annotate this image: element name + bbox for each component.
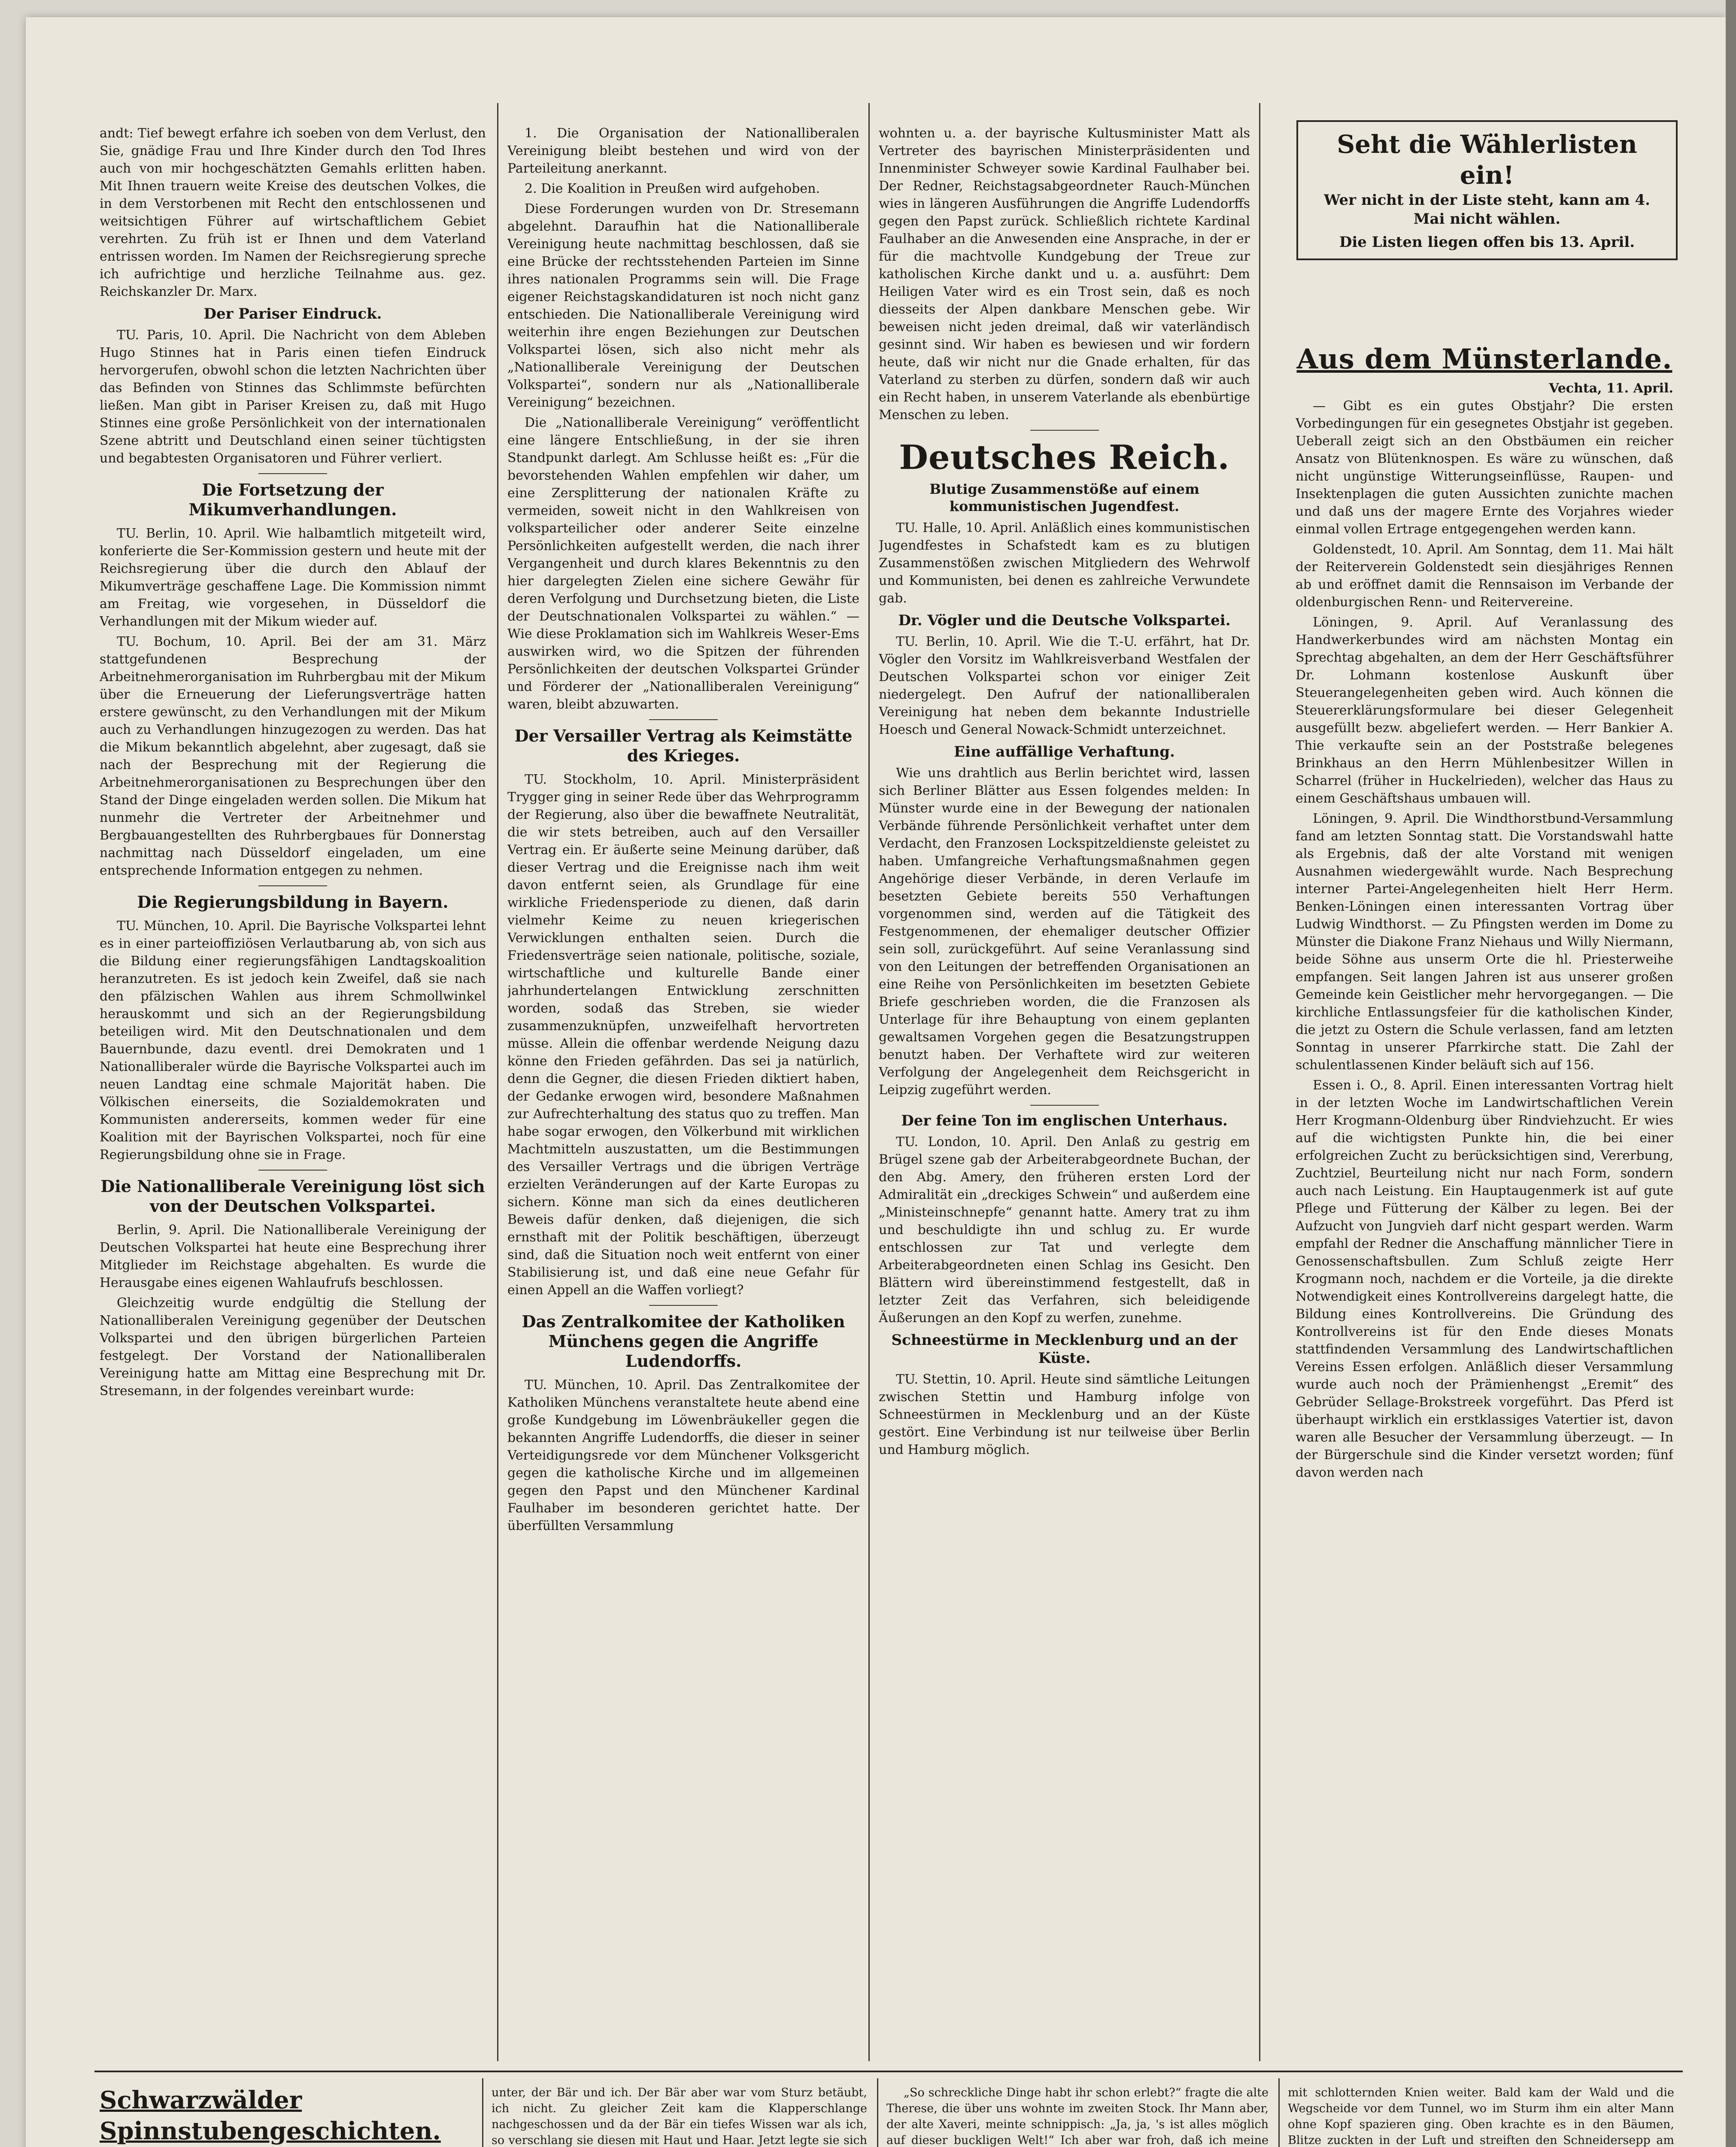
article-obstjahr: — Gibt es ein gutes Obstjahr? Die ersten Vorbedingungen für ein gesegnetes Obstjahr ist gegeben. Ueberall zeigt sich an den Obstbäumen ein reicher Ansatz von Blütenknospen. Es wäre zu wünschen, daß nicht ungünstige Witterungseinflüsse, Raupen- und Insektenplagen die guten Aussichten zunichte machen und daß uns der magere Ernte des Vorjahres wieder einmal vollen Ertrage entgegengehen werden kann. xyxy=(1296,398,1673,537)
condolence-text: andt: Tief bewegt erfahre ich soeben von dem Verlust, den Sie, gnädige Frau und Ihre Kinder durch den Tod Ihres auch von mir hochgeschätzten Gemahls erlitten haben. Mit Ihnen trauern weite Kreise des deutschen Volkes, die in dem Verstorbenen mit Recht den entschlossenen und weitsichtigen Führer auf wirtschaftlichem Gebiet verehrten. Zu früh ist er Ihnen und dem Vaterland entrissen worden. Im Namen der Reichsregierung spreche ich aufrichtige und herzliche Teilnahme aus. gez. Reichskanzler Dr. Marx. xyxy=(100,126,486,299)
notice-title: Seht die Wählerlisten ein! xyxy=(1337,130,1637,190)
section-title-deutsches-reich: Deutsches Reich. xyxy=(899,438,1230,477)
natlib-text-1: Diese Forderungen wurden von Dr. Stresemann abgelehnt. Daraufhin hat die Nationalliberale Vereinigung heute nachmittag beschlossen, daß sie eine Brücke der rechtsstehenden Parteien im Sinne ihres nationalen Programms sein will. Die Frage eigener Reichstagskandidaturen ist noch nicht ganz entschieden. Die Nationalliberale Vereinigung wird weiterhin ihre engen Beziehungen zur Deutschen Volkspartei lösen, sich also nicht mehr als „Nationalliberale Vereinigung der Deutschen Volkspartei“, sondern nur als „Nationalliberale Vereinigung“ bezeichnen. xyxy=(507,201,859,410)
voter-list-notice-box xyxy=(1296,120,1678,260)
article-mikum-1: TU. Berlin, 10. April. Wie halbamtlich mitgeteilt wird, konferierte die Ser-Kommission gestern und heute mit der Reichsregierung über die durch den Ablauf der Mikumverträge geschaffene Lage. Die Kommission nimmt am Freitag, wie vorgesehen, in Düsseldorf die Verhandlungen mit der Mikum wieder auf. xyxy=(100,526,486,629)
headline-pariser-eindruck: Der Pariser Eindruck. xyxy=(203,305,382,322)
headline-bayern: Die Regierungsbildung in Bayern. xyxy=(137,892,449,912)
article-loeningen-1: Löningen, 9. April. Auf Veranlassung des Handwerkerbundes wird am nächsten Montag ein Sprechtag abgehalten, an dem der Herr Geschäftsführer Dr. Lohmann kostenlose Auskunft über Steuerangelegenheiten geben wird. Auch können die Steuererklärungsformulare bei dieser Gelegenheit ausgefüllt bezw. abgeliefert werden. — Herr Bankier A. Thie verkaufte sein an der Poststraße belegenes Brinkhaus an den Herrn Mühlenbesitzer Willen in Scharrel (früher in Huckelrieden), welcher das Haus zu einem Geschäftshaus umbauen will. xyxy=(1296,615,1673,806)
headline-verhaftung: Eine auffällige Verhaftung. xyxy=(954,743,1175,760)
column-rule xyxy=(1278,2078,1280,2147)
separator xyxy=(258,473,327,474)
article-essen: Essen i. O., 8. April. Einen interessanten Vortrag hielt in der letzten Woche im Landwirtschaftlichen Verein Herr Krogmann-Oldenburg über Rindviehzucht. Er wies auf die wichtigsten Punkte hin, die bei einer erfolgreichen Zucht zu berücksichtigen sind, Vererbung, Zuchtziel, Beurteilung nicht nur nach Form, sondern auch nach Leistung. Ein Hauptaugenmerk ist auf gute Pflege und Fütterung der Kälber zu legen. Bei der Aufzucht von Jungvieh darf nicht gespart werden. Warm empfahl der Redner die Anschaffung männlicher Tiere in Genossenschaftsbullen. Zum Schluß zeigte Herr Krogmann noch, nachdem er die Vorteile, ja die direkte Notwendigkeit eines Kontrollvereins dargelegt hatte, die Bildung eines Kontrollvereins. Die Gründung des Kontrollvereins ist für den Ende dieses Monats stattfindenden Versammlung des Landwirtschaftlichen Vereins Essen erfolgen. Anläßlich dieser Versammlung wurde auch noch der Prämienhengst „Eremit“ des Gebrüder Sellage-Brokstreek vorgeführt. Das Pferd ist überhaupt wirklich ein erstklassiges Vatertier ist, davon waren alle Besucher der Versammlung überzeugt. — In der Bürgerschule sind die Kinder versetzt worden; fünf davon werden nach xyxy=(1296,1078,1673,1480)
subhead-halle: Blutige Zusammenstöße auf einem kommunistischen Jugendfest. xyxy=(929,481,1199,514)
story-column-4 xyxy=(1288,2085,1674,2147)
separator xyxy=(649,719,718,720)
story-paragraph: „So schreckliche Dinge habt ihr schon erlebt?“ fragte die alte Therese, die über uns wohnte im zweiten Stock. Ihr Mann aber, der alte Xaveri, meinte schnippisch: „Ja, ja, 's ist alles möglich auf dieser buckligen Welt!“ Ich aber war froh, daß ich meine xyxy=(886,2086,1269,2147)
article-natlib-2: Gleichzeitig wurde endgültig die Stellung der Nationalliberalen Vereinigung gegenüber der Deutschen Volkspartei und den übrigen bürgerlichen Parteien festgelegt. Der Vorstand der Nationalliberalen Vereinigung hatte am Mittag eine Besprechung mit Dr. Stresemann, in der folgendes vereinbart wurde: xyxy=(100,1295,486,1399)
separator xyxy=(1030,1105,1099,1106)
notice-line-1: Wer nicht in der Liste steht, kann am 4. Mai nicht wählen. xyxy=(1324,192,1650,228)
headline-zentralkomitee: Das Zentralkomitee der Katholiken Münchens gegen die Angriffe Ludendorffs. xyxy=(522,1312,845,1371)
article-mikum-2: TU. Bochum, 10. April. Bei der am 31. März stattgefundenen Besprechung der Arbeitnehmerorganisation im Ruhrbergbau mit der Mikum über die Erneuerung der Lieferungsverträge hatten erstere gewünscht, zu den Verhandlungen mit der Mikum auch zu Verhandlungen hinzugezogen zu werden. Das hat die Mikum bekanntlich abgelehnt, aber zugesagt, daß sie nach der Besprechung mit der Regierung die Arbeitnehmerorganisationen zu Besprechungen über den Stand der Dinge eingeladen werden sollen. Die Mikum hat nunmehr die Vertreter der Arbeitnehmer und Bergbauangestellten des Ruhrbergbaues für Donnerstag nachmittag nach Düsseldorf eingeladen, um eine entsprechende Information entgegen zu nehmen. xyxy=(100,634,486,878)
separator xyxy=(1030,430,1099,431)
headline-schneestuerme: Schneestürme in Mecklenburg und an der Küste. xyxy=(891,1332,1238,1367)
headline-unterhaus: Der feine Ton im englischen Unterhaus. xyxy=(901,1112,1228,1129)
article-zentralkomitee: TU. München, 10. April. Das Zentralkomitee der Katholiken Münchens veranstaltete heute abend eine große Kundgebung im Löwenbräukeller gegen die bekannten Angriffe Ludendorffs, die dieser in seiner Verteidigungsrede vor dem Münchener Volksgericht gegen die katholische Kirche und im allgemeinen gegen den Papst und den Münchener Kardinal Faulhaber im besonderen gerichtet hatte. Der überfüllten Versammlung xyxy=(507,1378,859,1533)
article-goldenstedt: Goldenstedt, 10. April. Am Sonntag, dem 11. Mai hält der Reiterverein Goldenstedt sein diesjähriges Rennen ab und eröffnet damit die Rennsaison im Verbande der oldenburgischen Renn- und Reitervereine. xyxy=(1296,542,1673,610)
story-column-2 xyxy=(492,2085,867,2147)
natlib-text-2: Die „Nationalliberale Vereinigung“ veröffentlicht eine längere Entschließung, in der sie ihren Standpunkt darlegt. Am Schlusse heißt es: „Für die bevorstehenden Wahlen empfehlen wir daher, um eine Zersplitterung der nationalen Kräfte zu vermeiden, soweit nicht in den Wahlkreisen von volksparteilicher oder anderer Seite einzelne Persönlichkeiten aufgestellt werden, die nach ihrer Vergangenheit und durch klares Bekenntnis zu den hier dargelegten Zielen eine sichere Gewähr für deren Verfolgung und Durchsetzung bieten, die Liste der Deutschnationalen Volkspartei zu wählen.“ — Wie diese Proklamation sich im Wahlkreis Weser-Ems auswirken wird, wo die Spitzen der führenden Persönlichkeiten der deutschen Volkspartei Gründer und Förderer der „Nationalliberalen Vereinigung“ waren, bleibt abzuwarten. xyxy=(507,415,859,712)
zentral-continued: wohnten u. a. der bayrische Kultusminister Matt als Vertreter des bayrischen Ministerpräsidenten und Innenminister Schweyer sowie Kardinal Faulhaber bei. Der Redner, Reichstagsabgeordneter Rauch-München wies in längeren Ausführungen die Angriffe Ludendorffs gegen den Papst zurück. Schließlich richtete Kardinal Faulhaber an die Anwesenden eine Ansprache, in der er für die machtvolle Kundgebung der Treue zur katholischen Kirche dankt und u. a. ausführt: Dem Heiligen Vater wird es ein Trost sein, daß es noch diesseits der Alpen dankbare Menschen gebe. Wir beweisen nicht jeden dreimal, daß wir vaterländisch gesinnt sind. Wir haben es bewiesen und wir fordern heute, daß wir nicht nur die Gnade erhalten, für das Vaterland zu sterben zu dürfen, sondern daß wir auch ein Recht haben, in unserem Vaterlande als ebenbürtige Menschen zu leben. xyxy=(879,126,1250,423)
article-bayern: TU. München, 10. April. Die Bayrische Volkspartei lehnt es in einer parteioffiziösen Verlautbarung ab, von sich aus die Bildung einer regierungsfähigen Landtagskoalition heranzutreten. Es ist jedoch kein Zweifel, daß sie nach den pfälzischen Wahlen aus ihrem Schmollwinkel herauskommt und sich an der Regierungsbildung beteiligen wird. Mit den Deutschnationalen und dem Bauernbunde, dazu eventl. drei Demokraten und 1 Nationalliberaler würde die Bayrische Volkspartei auch im neuen Landtag eine schmale Majorität haben. Die Völkischen einerseits, die Sozialdemokraten und Kommunisten andererseits, kommen weder für eine Koalition mit der Bayrischen Volkspartei, noch für eine Regierungsbildung ohne sie in Frage. xyxy=(100,918,486,1162)
dateline-vechta: Vechta, 11. April. xyxy=(1549,381,1673,396)
section-divider xyxy=(94,2071,1683,2072)
article-versailles: TU. Stockholm, 10. April. Ministerpräsident Trygger ging in seiner Rede über das Wehrprogramm der Regierung, also über die bewaffnete Neutralität, die wir stets betreiben, auch auf den Versailler Vertrag ein. Er äußerte seine Meinung darüber, daß dieser Vertrag und die Ereignisse nach ihm weit davon entfernt seien, als Grundlage für eine wirkliche Friedensperiode zu dienen, daß darin vielmehr Keime zu neuen kriegerischen Verwicklungen enthalten seien. Durch die Friedensverträge seien nationale, politische, soziale, wirtschaftliche und kulturelle Bande einer jahrhundertelangen Entwicklung zerschnitten worden, sodaß das Streben, sie wieder zusammenzuknüpfen, unzweifelhaft hervortreten müsse. Allein die offenbar werdende Neigung dazu könne den Frieden gefährden. Das sei ja natürlich, denn die Gegner, die diesen Frieden diktiert haben, der Gedanke erwogen wird, besondere Maßnahmen zur Aufrechterhaltung des status quo zu treffen. Man habe sogar erwogen, den Völkerbund mit wirklichen Machtmitteln auszustatten, um die Bestimmungen des Versailler Vertrags und die übrigen Verträge erzielten Veränderungen auf der Karte Europas zu sichern. Könne man sich da eines deutlicheren Beweis dafür denken, daß diejenigen, die sich ernsthaft mit der Politik beschäftigen, überzeugt sind, daß die Situation noch weit entfernt von einer Stabilisierung ist, und daß eine neue Gefahr für einen Appell an die Waffen vorliegt? xyxy=(507,772,859,1298)
story-column-3 xyxy=(886,2085,1269,2147)
separator xyxy=(258,1170,327,1171)
headline-versailles: Der Versailler Vertrag als Keimstätte des Krieges. xyxy=(514,726,853,765)
notice-line-2: Die Listen liegen offen bis 13. April. xyxy=(1339,234,1635,251)
story-paragraph: unter, der Bär und ich. Der Bär aber war vom Sturz betäubt, ich nicht. Zu gleicher Zeit kam die Klapperschlange nachgeschossen und da der Bär ein tiefes Wissen war als ich, so verschlang sie diesen mit Haut und Haar. Jetzt legte sie sich xyxy=(492,2086,867,2147)
headline-voegler: Dr. Vögler und die Deutsche Volkspartei. xyxy=(898,612,1231,629)
column-3 xyxy=(879,125,1250,2065)
column-4 xyxy=(1296,335,1673,2065)
article-unterhaus: TU. London, 10. April. Den Anlaß zu gestrig em Brügel szene gab der Arbeiterabgeordnete Buchan, der den Abg. Amery, den früheren ersten Lord der Admiralität ein „dreckiges Schwein“ und außerdem eine „Ministeinschnepfe“ genannt hatte. Amery trat zu ihm und beschuldigte ihn und schlug zu. Er wurde entschlossen zur Tat und verlegte dem Arbeiterabgeordneten einen Schlag ins Gesicht. Den Blättern wird übereinstimmend festgestellt, daß in letzter Zeit das Verfahren, sich beleidigende Äußerungen an den Kopf zu werfen, zunehme. xyxy=(879,1134,1250,1326)
column-rule xyxy=(877,2078,878,2147)
article-schneestuerme: TU. Stettin, 10. April. Heute sind sämtliche Leitungen zwischen Stettin und Hamburg infolge von Schneestürmen in Mecklenburg und an der Küste gestört. Eine Verbindung ist nur teilweise über Berlin und Hamburg möglich. xyxy=(879,1372,1250,1457)
column-rule xyxy=(482,2078,483,2147)
separator xyxy=(649,1305,718,1306)
article-natlib-1: Berlin, 9. April. Die Nationalliberale Vereinigung der Deutschen Volkspartei hat heute eine Besprechung ihrer Mitglieder im Reichstage abgehalten. Es wurde die Herausgabe eines eigenen Wahlaufrufs beschlossen. xyxy=(100,1223,486,1290)
headline-natlib: Die Nationalliberale Vereinigung löst sich von der Deutschen Volkspartei. xyxy=(100,1177,485,1216)
newspaper-page xyxy=(26,17,1726,2147)
separator xyxy=(258,885,327,886)
natlib-point-2: 2. Die Koalition in Preußen wird aufgehoben. xyxy=(525,181,820,196)
story-title: Schwarzwälder Spinnstubengeschichten. xyxy=(100,2086,441,2145)
article-pariser: TU. Paris, 10. April. Die Nachricht von dem Ableben Hugo Stinnes hat in Paris einen tiefen Eindruck hervorgerufen, obwohl schon die letzten Nachrichten über das Befinden von Stinnes das Schlimmste befürchten ließen. Man gibt in Pariser Kreisen zu, daß mit Hugo Stinnes eine große Persönlichkeit von der internationalen Szene abtritt und Deutschland einen seiner tüchtigsten und begabtesten Organisatoren und Führer verliert. xyxy=(100,328,486,466)
story-paragraph: mit schlotternden Knien weiter. Bald kam der Wald und die Wegscheide vor dem Tunnel, wo im Sturm ihm ein alter Mann ohne Kopf spazieren ging. Oben krachte es in den Bäumen, Blitze zuckten in der Luft und streiften den Schneidersepp am xyxy=(1288,2086,1674,2147)
article-loeningen-2: Löningen, 9. April. Die Windthorstbund-Versammlung fand am letzten Sonntag statt. Die Vorstandswahl hatte als Ergebnis, daß der alte Vorstand mit wenigen Ausnahmen wiedergewählt wurde. Nach Besprechung interner Partei-Angelegenheiten hielt Herr Herm. Benken-Löningen einen interessanten Vortrag über Ludwig Windthorst. — Zu Pfingsten werden im Dome zu Münster die Diakone Franz Niehaus und Willy Niermann, beide Söhne aus unserm Orte die hl. Priesterweihe empfangen. Seit langen Jahren ist aus unserer großen Gemeinde kein Geistlicher mehr hervorgegangen. — Die kirchliche Entlassungsfeier für die katholischen Kinder, die jetzt zu Ostern die Schule verlassen, fand am letzten Sonntag in unserer Pfarrkirche statt. Die Zahl der schulentlassenen Kinder beläuft sich auf 156. xyxy=(1296,811,1673,1073)
headline-mikum: Die Fortsetzung der Mikumverhandlungen. xyxy=(188,480,397,519)
column-1 xyxy=(100,125,486,2065)
column-2 xyxy=(507,125,859,2065)
article-halle: TU. Halle, 10. April. Anläßlich eines kommunistischen Jugendfestes in Schafstedt kam es zu blutigen Zusammenstößen zwischen Mitgliedern des Wehrwolf und Kommunisten, bei denen es zahlreiche Verwundete gab. xyxy=(879,520,1250,606)
page-edge xyxy=(1726,0,1736,2147)
article-verhaftung: Wie uns drahtlich aus Berlin berichtet wird, lassen sich Berliner Blätter aus Essen folgendes melden: In Münster wurde eine in der Bewegung der nationalen Verbände führende Persönlichkeit verhaftet unter dem Verdacht, den Franzosen Lockspitzeldienste geleistet zu haben. Umfangreiche Verhaftungsmaßnahmen gegen Angehörige dieser Verbände, in deren Verlaufe im besetzten Gebiete bereits 550 Verhaftungen vorgenommen sind, werden auf die Tätigkeit des Festgenommenen, der ehemaliger deutscher Offizier sein soll, zurückgeführt. Auf seine Veranlassung sind von den Leitungen der betreffenden Organisationen an eine Reihe von Persönlichkeiten im besetzten Gebiete Briefe geschrieben worden, die die Franzosen als Unterlage für ihre Behauptung von einem geplanten gewaltsamen Vorgehen gegen die Besatzungstruppen benutzt haben. Der Verhaftete wird zur weiteren Verfolgung der Angelegenheit dem Reichsgericht in Leipzig zugeführt werden. xyxy=(879,766,1250,1098)
natlib-point-1: 1. Die Organisation der Nationalliberalen Vereinigung bleibt bestehen und wird von der Parteileitung anerkannt. xyxy=(507,126,859,176)
section-title-muensterlande: Aus dem Münsterlande. xyxy=(1296,343,1672,375)
column-rule xyxy=(868,103,870,2061)
article-voegler: TU. Berlin, 10. April. Wie die T.-U. erfährt, hat Dr. Vögler den Vorsitz im Wahlkreisverband Westfalen der Deutschen Volkspartei schon vor einiger Zeit niedergelegt. Den Aufruf der nationalliberalen Vereinigung hat neben dem bekannte Industrielle Hoesch und General Nowack-Schmidt unterzeichnet. xyxy=(879,634,1250,737)
column-rule xyxy=(497,103,498,2061)
story-column-1 xyxy=(100,2085,473,2147)
column-rule xyxy=(1259,103,1260,2061)
